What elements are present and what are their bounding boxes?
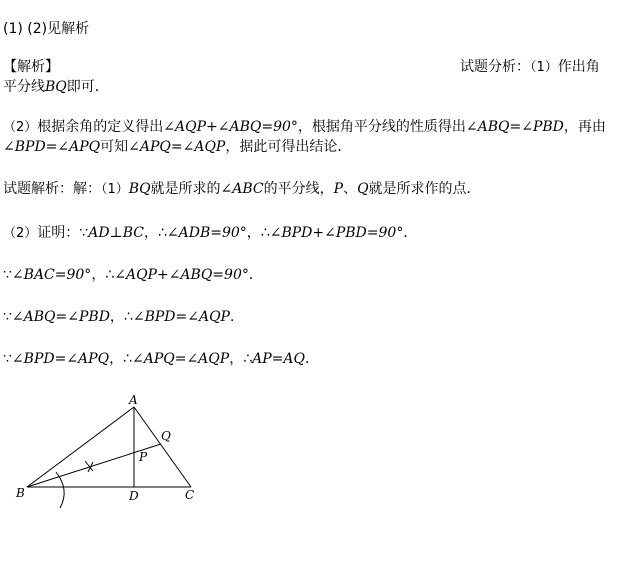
segment-ab — [27, 407, 134, 487]
analysis-p2-eq3: ∠BPD=∠APQ — [3, 139, 101, 155]
analysis-p1-a: 作出角 — [557, 59, 600, 75]
analysis-p2-line1 — [3, 118, 606, 137]
analysis-p1-bq: BQ — [45, 79, 67, 95]
solution-line1 — [3, 180, 481, 199]
solution-l5-therefore2: ，∴ — [229, 351, 253, 367]
solution-s1-sep: 、 — [343, 181, 358, 197]
solution-s1-bq: BQ — [128, 181, 151, 197]
segment-bq — [27, 444, 161, 487]
analysis-header — [3, 58, 59, 76]
construction-arc — [56, 472, 64, 508]
analysis-p2-eq4: ∠APQ=∠AQP — [128, 139, 226, 155]
analysis-p1-c: 即可． — [66, 79, 109, 95]
answer-reference — [3, 20, 89, 38]
analysis-p2-line2 — [3, 138, 351, 156]
solution-s2-ad-bc: AD⊥BC — [88, 225, 144, 241]
solution-line4 — [3, 308, 244, 326]
label-c: C — [185, 488, 195, 502]
solution-l4-bpd: ∠BPD=∠AQP — [132, 309, 230, 325]
label-d: D — [129, 489, 139, 503]
solution-s1-q: Q — [357, 181, 369, 197]
solution-l4-end: ． — [229, 309, 244, 325]
label-p: P — [139, 450, 148, 464]
analysis-p2-index: （2） — [3, 120, 38, 135]
solution-l3-because: ∵ — [3, 267, 12, 283]
solution-s1-index: （1） — [101, 182, 129, 197]
solution-s2-adb: ∠ADB=90° — [166, 225, 247, 241]
bisector-tick-1 — [85, 461, 93, 471]
solution-s2-label: 证明： — [37, 225, 80, 241]
analysis-p2-c: ，再由 — [563, 119, 606, 135]
solution-l3-therefore: ，∴ — [91, 267, 115, 283]
solution-l3-aqp: ∠AQP+∠ABQ=90° — [114, 267, 249, 283]
solution-line5 — [3, 350, 319, 368]
solution-l5-therefore1: ，∴ — [109, 351, 132, 367]
analysis-p2-a: 根据余角的定义得出 — [37, 119, 164, 135]
analysis-p2-eq2: ∠ABQ=∠PBD — [465, 119, 564, 135]
label-a: A — [129, 393, 138, 407]
solution-s2-therefore2: ，∴ — [246, 225, 270, 241]
solution-s2-bpd: ∠BPD+∠PBD=90° — [269, 225, 404, 241]
solution-l5-apq: ∠APQ=∠AQP — [131, 351, 230, 367]
solution-s2-because: ∵ — [79, 225, 89, 241]
solution-l5-bpd: ∠BPD=∠APQ — [11, 351, 110, 367]
analysis-p1-index: （1） — [530, 60, 558, 75]
solution-s2-therefore1: ，∴ — [143, 225, 167, 241]
solution-l3-bac: ∠BAC=90° — [11, 267, 92, 283]
solution-l4-therefore: ，∴ — [109, 309, 133, 325]
solution-l4-because: ∵ — [3, 309, 12, 325]
solution-l5-ap: AP=AQ — [252, 351, 305, 367]
solution-s1-abc: ∠ABC — [220, 181, 264, 197]
analysis-p2-b: ，根据角平分线的性质得出 — [297, 119, 466, 135]
analysis-right-text — [460, 58, 600, 77]
analysis-p2-eq1: ∠AQP+∠ABQ=90° — [163, 119, 298, 135]
analysis-p2-e: ，据此可得出结论． — [225, 139, 352, 155]
label-q: Q — [161, 429, 171, 443]
solution-s2-end: ． — [403, 225, 418, 241]
solution-s1-p: P — [333, 181, 344, 197]
bisector-tick-2 — [88, 462, 93, 472]
solution-label: 试题解析：解： — [3, 181, 101, 197]
solution-s1-c: 就是所求作的点． — [368, 181, 481, 197]
solution-line2 — [3, 224, 417, 243]
solution-s1-b: 的平分线， — [263, 181, 334, 197]
analysis-p2-d: 可知 — [100, 139, 129, 155]
analysis-bracket-label: 【解析】 — [3, 59, 59, 75]
analysis-label: 试题分析： — [460, 59, 530, 75]
analysis-p1-line2 — [3, 78, 109, 96]
solution-l5-end: ． — [304, 351, 319, 367]
answer-ref-text: (1) (2)见解析 — [3, 21, 90, 37]
analysis-p1-b: 平分线 — [3, 79, 45, 95]
label-b: B — [16, 486, 25, 500]
solution-line3 — [3, 266, 263, 284]
segment-ac — [134, 407, 191, 487]
solution-s2-index: （2） — [3, 226, 38, 241]
solution-l3-end: ． — [248, 267, 263, 283]
solution-l5-because: ∵ — [3, 351, 12, 367]
solution-s1-a: 就是所求的 — [150, 181, 221, 197]
solution-l4-abq: ∠ABQ=∠PBD — [11, 309, 110, 325]
